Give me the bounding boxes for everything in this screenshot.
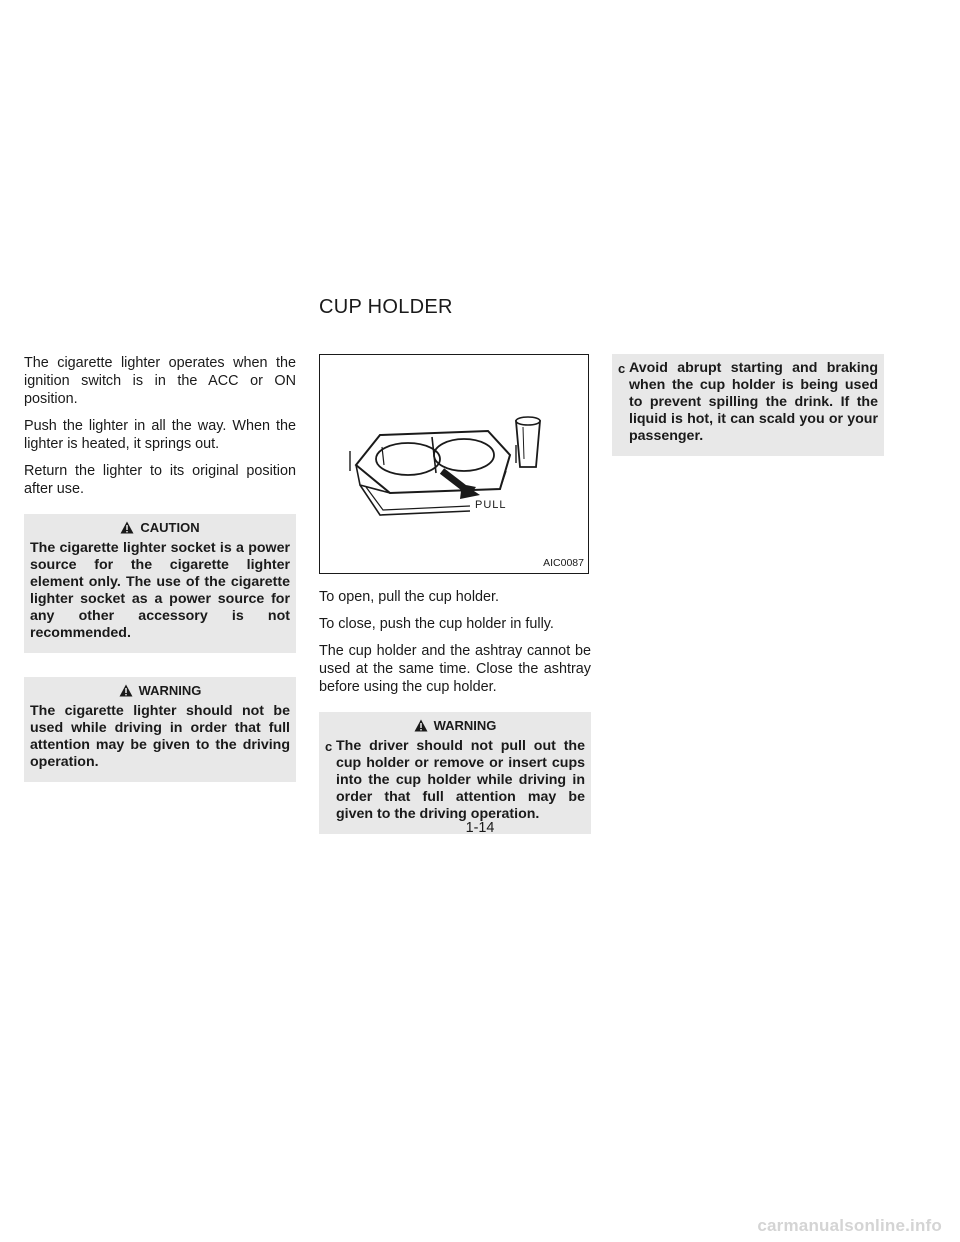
- warning-triangle-icon: [414, 719, 428, 732]
- cup-para-2: To close, push the cup holder in fully.: [319, 616, 554, 632]
- warning-triangle-icon: [120, 521, 134, 534]
- cup-para-3: The cup holder and the ashtray cannot be used at the same time. Close the ashtray before using the cup holder.: [319, 643, 591, 695]
- caution-heading-row: [30, 520, 290, 534]
- cup-holder-figure: [319, 354, 589, 574]
- cup-warning-bullet: [325, 738, 585, 823]
- cup-warning-heading: WARNING: [433, 717, 497, 733]
- cup-para-1: To open, pull the cup holder.: [319, 589, 500, 605]
- page-number: 1-14: [465, 820, 495, 836]
- watermark: carmanualsonline.info: [757, 1216, 942, 1235]
- lighter-warning-heading-row: [30, 683, 290, 697]
- spill-warning-box: [612, 354, 884, 456]
- cup-warning-box: [319, 712, 591, 834]
- bullet-mark: c: [618, 361, 626, 376]
- spill-warning-text: Avoid abrupt starting and braking when the cup holder is being used to prevent spilling the drink. If the liquid is hot, it can scald you or your passenger.: [629, 360, 878, 444]
- caution-text: The cigarette lighter socket is a power source for the cigarette lighter element only. The use of the cigarette lighter socket as a power source for any other accessory is not recommended.: [30, 540, 290, 641]
- cup-warning-heading-row: [325, 718, 585, 732]
- caution-heading: CAUTION: [140, 519, 200, 535]
- spill-warning-bullet: [618, 360, 878, 445]
- right-column: [612, 354, 884, 456]
- middle-column: [319, 354, 591, 834]
- section-title: CUP HOLDER: [319, 296, 453, 318]
- cup-holder-illustration: [320, 355, 590, 575]
- cup-warning-text: The driver should not pull out the cup holder or remove or insert cups into the cup holder while driving in order that full attention may be given to the driving operation.: [336, 738, 585, 822]
- pull-label: PULL: [475, 499, 507, 511]
- caution-box: [24, 514, 296, 653]
- bullet-mark: c: [325, 739, 333, 754]
- lighter-warning-text: The cigarette lighter should not be used while driving in order that full attention may be given to the driving operation.: [30, 703, 290, 770]
- warning-triangle-icon: [119, 684, 133, 697]
- lighter-para-3: Return the lighter to its original position after use.: [24, 463, 296, 497]
- lighter-para-1: The cigarette lighter operates when the ignition switch is in the ACC or ON position.: [24, 355, 296, 407]
- lighter-para-2: Push the lighter in all the way. When the lighter is heated, it springs out.: [24, 418, 296, 452]
- lighter-warning-box: [24, 677, 296, 782]
- left-column: [24, 354, 296, 782]
- figure-code: AIC0087: [543, 557, 584, 569]
- lighter-warning-heading: WARNING: [138, 682, 202, 698]
